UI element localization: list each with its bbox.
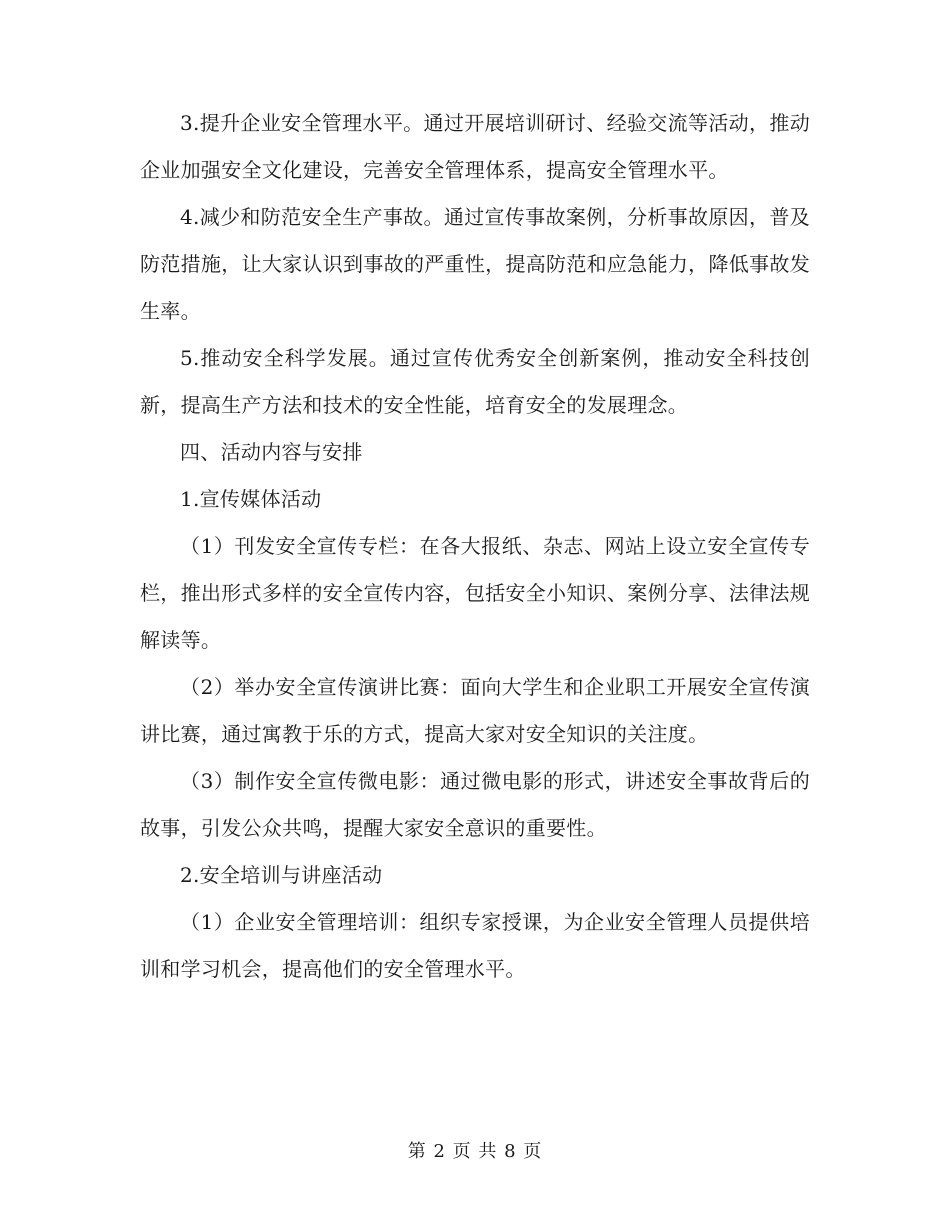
paragraph-goal-3: 3.提升企业安全管理水平。通过开展培训研讨、经验交流等活动，推动企业加强安全文化建设，完善安全管理体系，提高安全管理水平。 [140,111,810,182]
paragraph-goal-5: 5.推动安全科学发展。通过宣传优秀安全创新案例，推动安全科技创新，提高生产方法和技术的安全性能，培育安全的发展理念。 [140,346,810,417]
page-number-footer: 第 2 页 共 8 页 [407,1141,543,1162]
paragraph-media-3: （3）制作安全宣传微电影：通过微电影的形式，讲述安全事故背后的故事，引发公众共鸣，提醒大家安全意识的重要性。 [140,769,810,840]
paragraph-media-1: （1）刊发安全宣传专栏：在各大报纸、杂志、网站上设立安全宣传专栏，推出形式多样的安全宣传内容，包括安全小知识、案例分享、法律法规解读等。 [140,534,810,652]
paragraph-media-2: （2）举办安全宣传演讲比赛：面向大学生和企业职工开展安全宣传演讲比赛，通过寓教于乐的方式，提高大家对安全知识的关注度。 [140,675,810,746]
subheading-training-activities: 2.安全培训与讲座活动 [180,863,383,887]
paragraph-goal-4: 4.减少和防范安全生产事故。通过宣传事故案例，分析事故原因，普及防范措施，让大家认识到事故的严重性，提高防范和应急能力，降低事故发生率。 [140,205,810,323]
subheading-media-activities: 1.宣传媒体活动 [180,487,322,511]
section-heading-activities: 四、活动内容与安排 [180,440,363,464]
document-body [140,100,810,993]
paragraph-training-1: （1）企业安全管理培训：组织专家授课，为企业安全管理人员提供培训和学习机会，提高他们的安全管理水平。 [140,910,810,981]
